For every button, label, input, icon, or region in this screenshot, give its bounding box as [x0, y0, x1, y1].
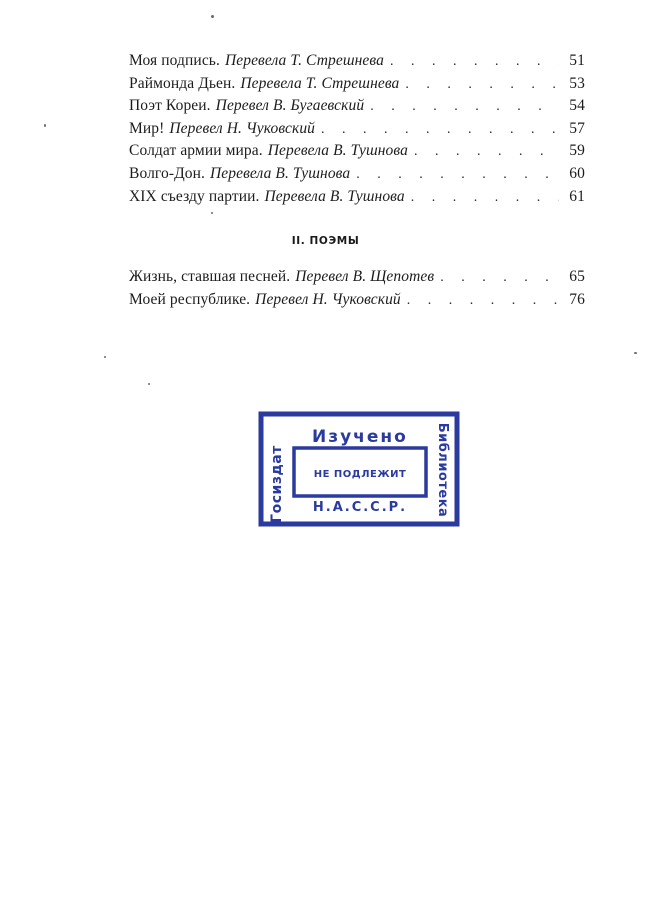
- toc-entry-translator: Перевела В. Тушнова: [267, 142, 408, 160]
- toc-entry-title: Солдат армии мира.: [129, 142, 263, 160]
- toc-entry: [129, 163, 585, 186]
- toc-part-2: [129, 266, 585, 311]
- dot-leader: [350, 164, 559, 187]
- stamp-top-text: Изучено: [312, 427, 408, 447]
- paper-speck: [634, 352, 637, 354]
- toc-entry-translator: Перевела Т. Стрешнева: [224, 52, 384, 69]
- toc-entry-translator: Перевел В. Бугаевский: [215, 97, 365, 115]
- paper-speck: [44, 124, 46, 127]
- toc-entry-translator: Перевела В. Тушнова: [264, 187, 405, 205]
- toc-entry: [129, 140, 585, 163]
- dot-leader: [405, 187, 559, 210]
- dot-leader: [401, 290, 559, 313]
- stamp-bottom-text: Н.А.С.С.Р.: [312, 500, 408, 515]
- paper-speck: [148, 383, 150, 385]
- toc-entry-translator: Перевел В. Щепотев: [295, 268, 435, 285]
- toc-entry-translator: Перевела Т. Стрешнева: [240, 74, 400, 92]
- toc-entry-translator: Перевел Н. Чуковский: [255, 290, 401, 308]
- toc-entry-page: 54: [569, 97, 585, 115]
- toc-entry: [129, 50, 585, 73]
- toc-entry-title: Моей республике.: [129, 290, 251, 308]
- toc-entry-title: Поэт Кореи.: [129, 97, 211, 115]
- toc-entry-page: 61: [569, 187, 585, 205]
- toc-entry-page: 51: [569, 52, 585, 69]
- toc-entry-page: 57: [569, 119, 585, 137]
- toc-entry-page: 76: [569, 290, 585, 308]
- paper-speck: [104, 356, 106, 358]
- dot-leader: [384, 51, 559, 74]
- toc-entry-title: Волго-Дон.: [129, 164, 205, 182]
- toc-entry-page: 60: [569, 164, 585, 182]
- dot-leader: [315, 119, 559, 142]
- stamp-center-text: НЕ ПОДЛЕЖИТ: [313, 469, 407, 480]
- library-stamp: [257, 410, 461, 530]
- toc-entry-translator: Перевела В. Тушнова: [210, 164, 351, 182]
- library-stamp-graphic: [257, 410, 461, 530]
- dot-leader: [434, 267, 559, 290]
- paper-speck: [211, 15, 214, 18]
- dot-leader: [364, 96, 559, 119]
- toc-entry-title: Жизнь, ставшая песней.: [129, 268, 291, 285]
- toc-entry-title: Мир!: [129, 119, 165, 137]
- dot-leader: [408, 141, 559, 164]
- toc-entry-page: 59: [569, 142, 585, 160]
- toc-entry: [129, 266, 585, 289]
- paper-speck: [211, 212, 213, 214]
- stamp-left-text: Госиздат: [269, 445, 285, 523]
- toc-entry-title: XIX съезду партии.: [129, 187, 260, 205]
- toc-entry: [129, 186, 585, 209]
- toc-entry-title: Раймонда Дьен.: [129, 74, 236, 92]
- toc-entry-title: Моя подпись.: [129, 52, 220, 69]
- toc-entry: [129, 73, 585, 96]
- toc-part-1: [129, 50, 585, 208]
- stamp-right-text: Библиотека: [435, 422, 450, 518]
- toc-entry: [129, 95, 585, 118]
- toc-entry-page: 53: [569, 74, 585, 92]
- dot-leader: [399, 74, 559, 97]
- toc-entry-translator: Перевел Н. Чуковский: [169, 119, 316, 137]
- section-heading: II. ПОЭМЫ: [291, 235, 360, 247]
- toc-entry-page: 65: [569, 268, 585, 285]
- toc-entry: [129, 289, 585, 312]
- toc-entry: [129, 118, 585, 141]
